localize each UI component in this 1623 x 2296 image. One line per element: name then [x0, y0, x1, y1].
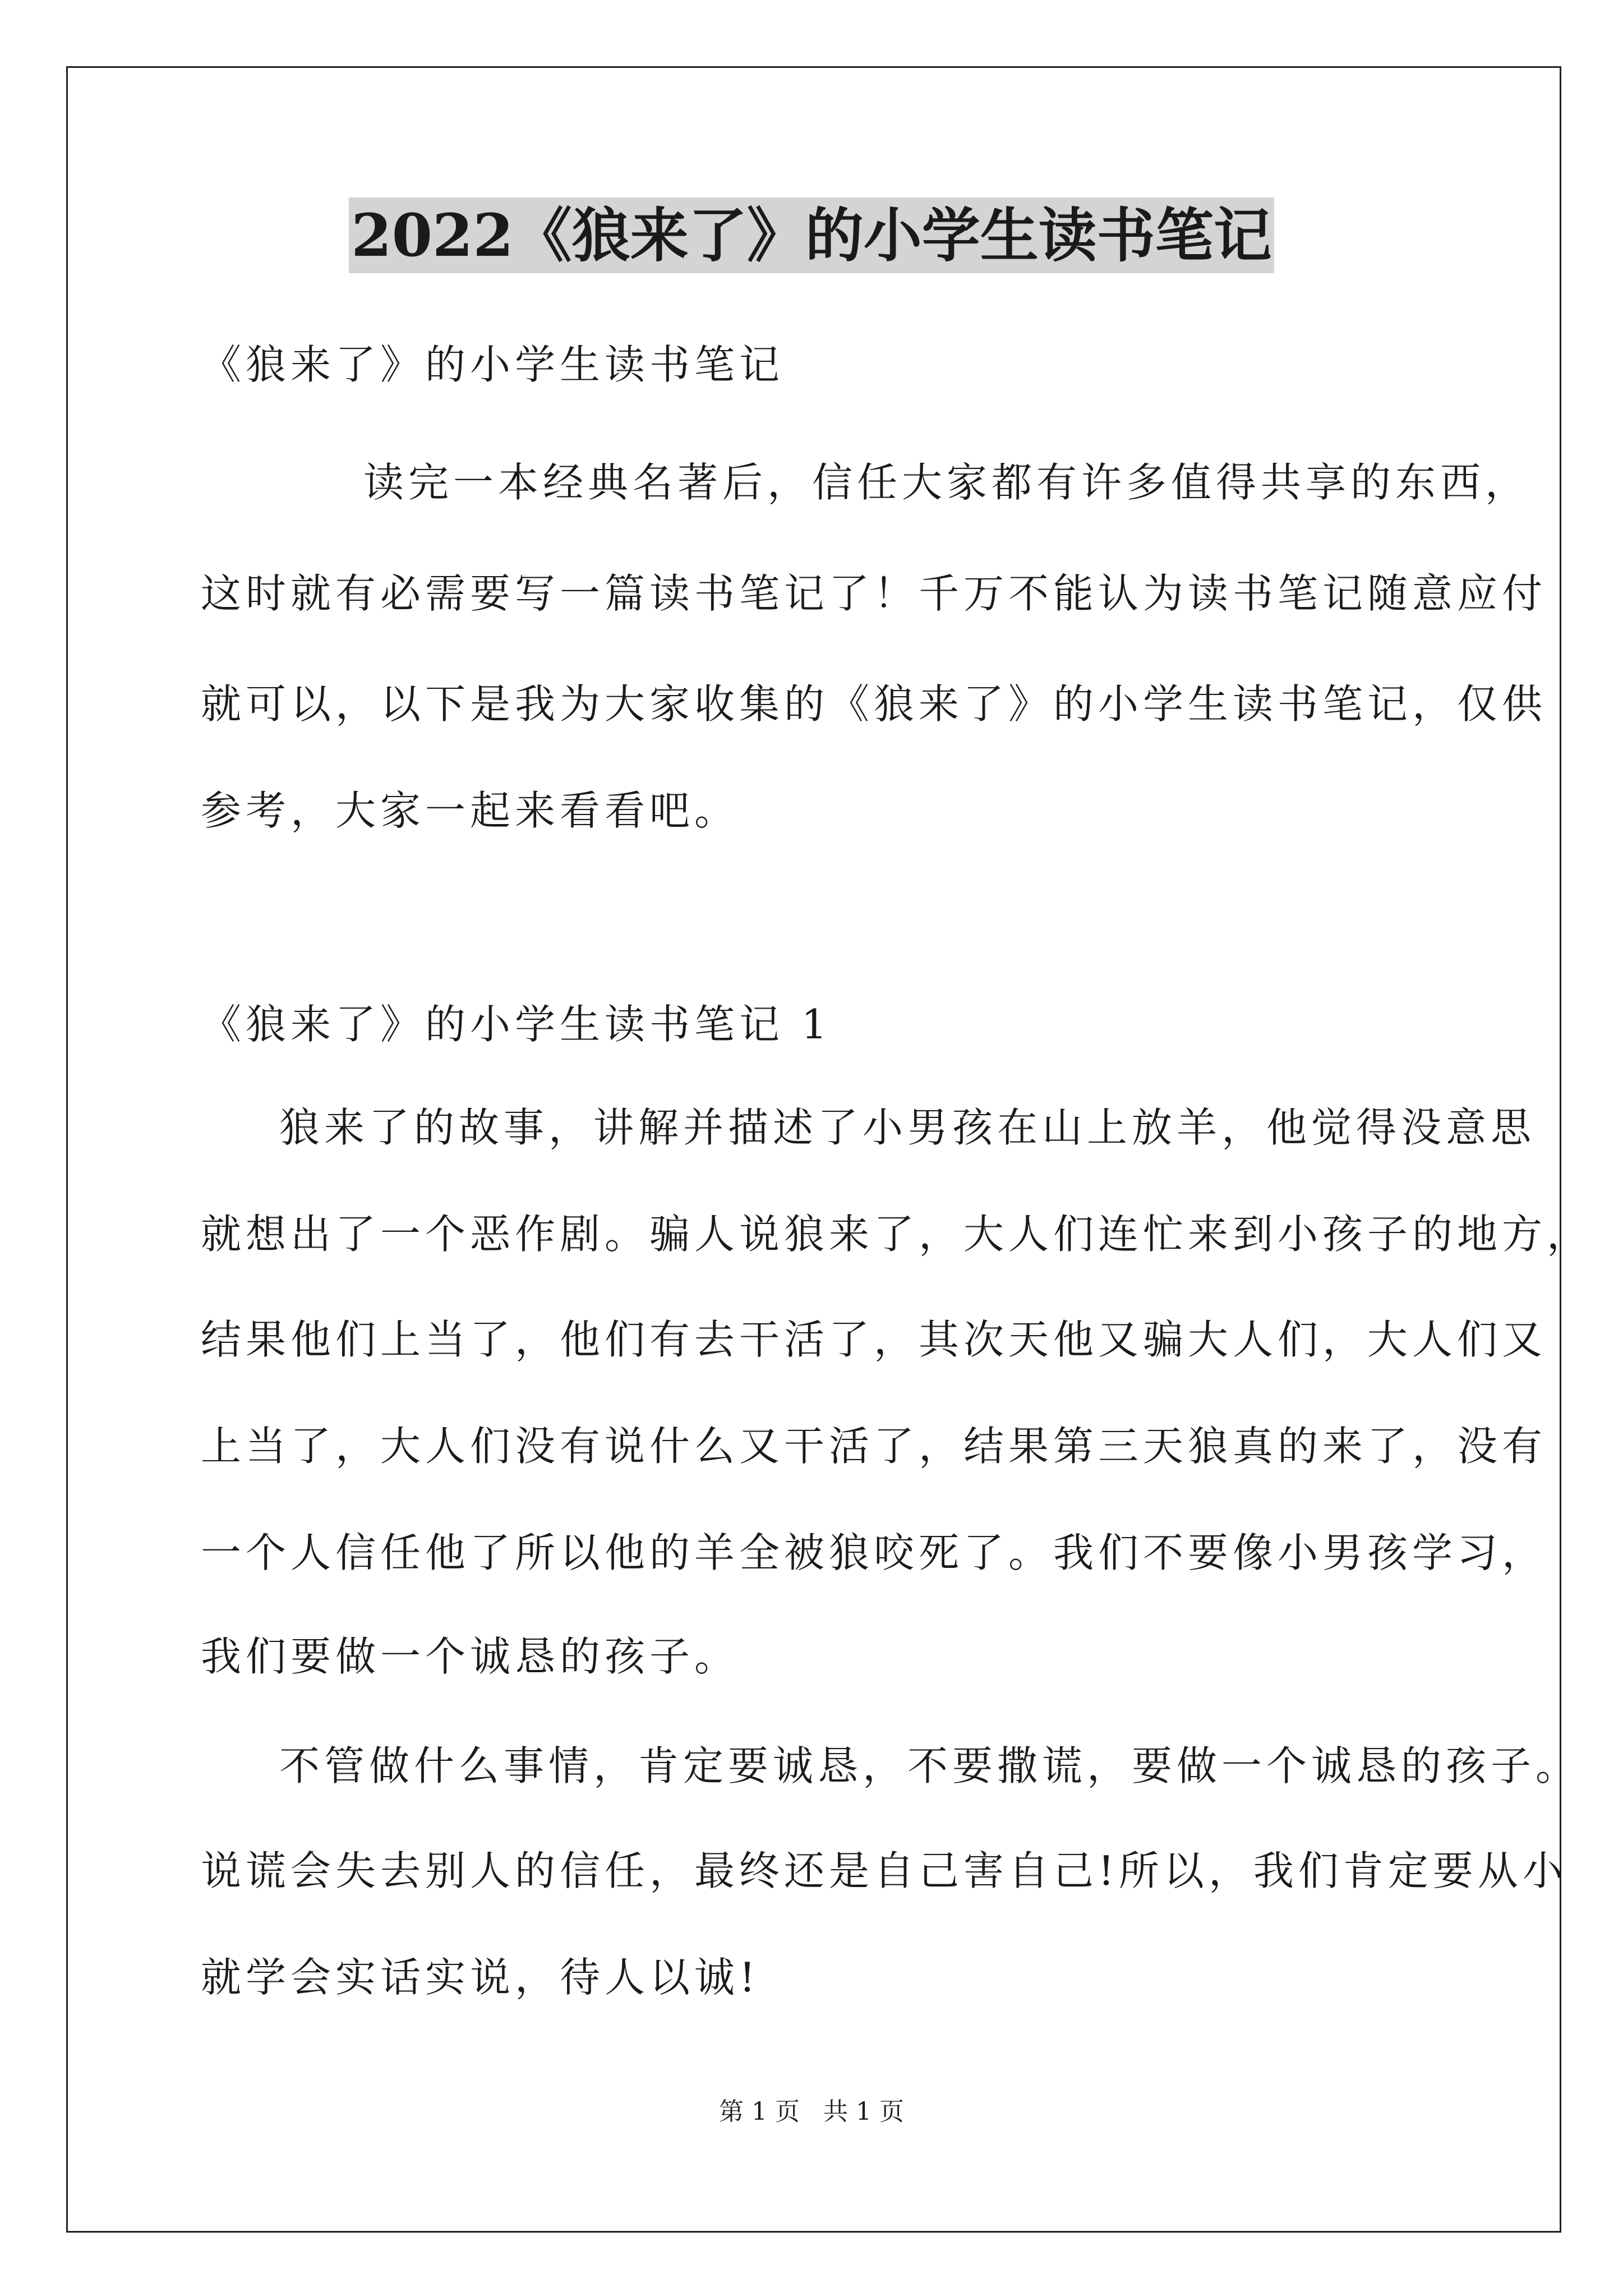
document-title — [0, 194, 1623, 278]
paragraph-line: 说谎会失去别人的信任，最终还是自己害自己!所以，我们肯定要从小 — [201, 1847, 1567, 1894]
intro-line: 就可以，以下是我为大家收集的《狼来了》的小学生读书笔记，仅供 — [201, 680, 1547, 728]
page-footer: 第 1 页 共 1 页 — [719, 2097, 904, 2126]
intro-line: 参考，大家一起来看看吧。 — [201, 787, 740, 834]
paragraph-line: 结果他们上当了，他们有去干活了，其次天他又骗大人们，大人们又 — [201, 1316, 1547, 1363]
intro-heading: 《狼来了》的小学生读书笔记 — [201, 341, 785, 388]
paragraph-line: 我们要做一个诚恳的孩子。 — [201, 1633, 740, 1680]
document-title-text: 2022《狼来了》的小学生读书笔记 — [349, 197, 1274, 273]
paragraph-line: 狼来了的故事，讲解并描述了小男孩在山上放羊，他觉得没意思 — [279, 1104, 1536, 1151]
paragraph-line: 一个人信任他了所以他的羊全被狼咬死了。我们不要像小男孩学习， — [201, 1529, 1547, 1576]
paragraph-line: 上当了，大人们没有说什么又干活了，结果第三天狼真的来了，没有 — [201, 1423, 1547, 1470]
paragraph-line: 不管做什么事情，肯定要诚恳，不要撒谎，要做一个诚恳的孩子。 — [279, 1742, 1581, 1789]
paragraph-line: 就想出了一个恶作剧。骗人说狼来了，大人们连忙来到小孩子的地方， — [201, 1211, 1592, 1258]
paragraph-line: 就学会实话实说，待人以诚! — [201, 1954, 760, 2001]
intro-line: 读完一本经典名著后，信任大家都有许多值得共享的东西， — [363, 459, 1530, 506]
section-heading: 《狼来了》的小学生读书笔记 1 — [201, 1001, 832, 1048]
intro-line: 这时就有必需要写一篇读书笔记了！千万不能认为读书笔记随意应付 — [201, 570, 1547, 617]
